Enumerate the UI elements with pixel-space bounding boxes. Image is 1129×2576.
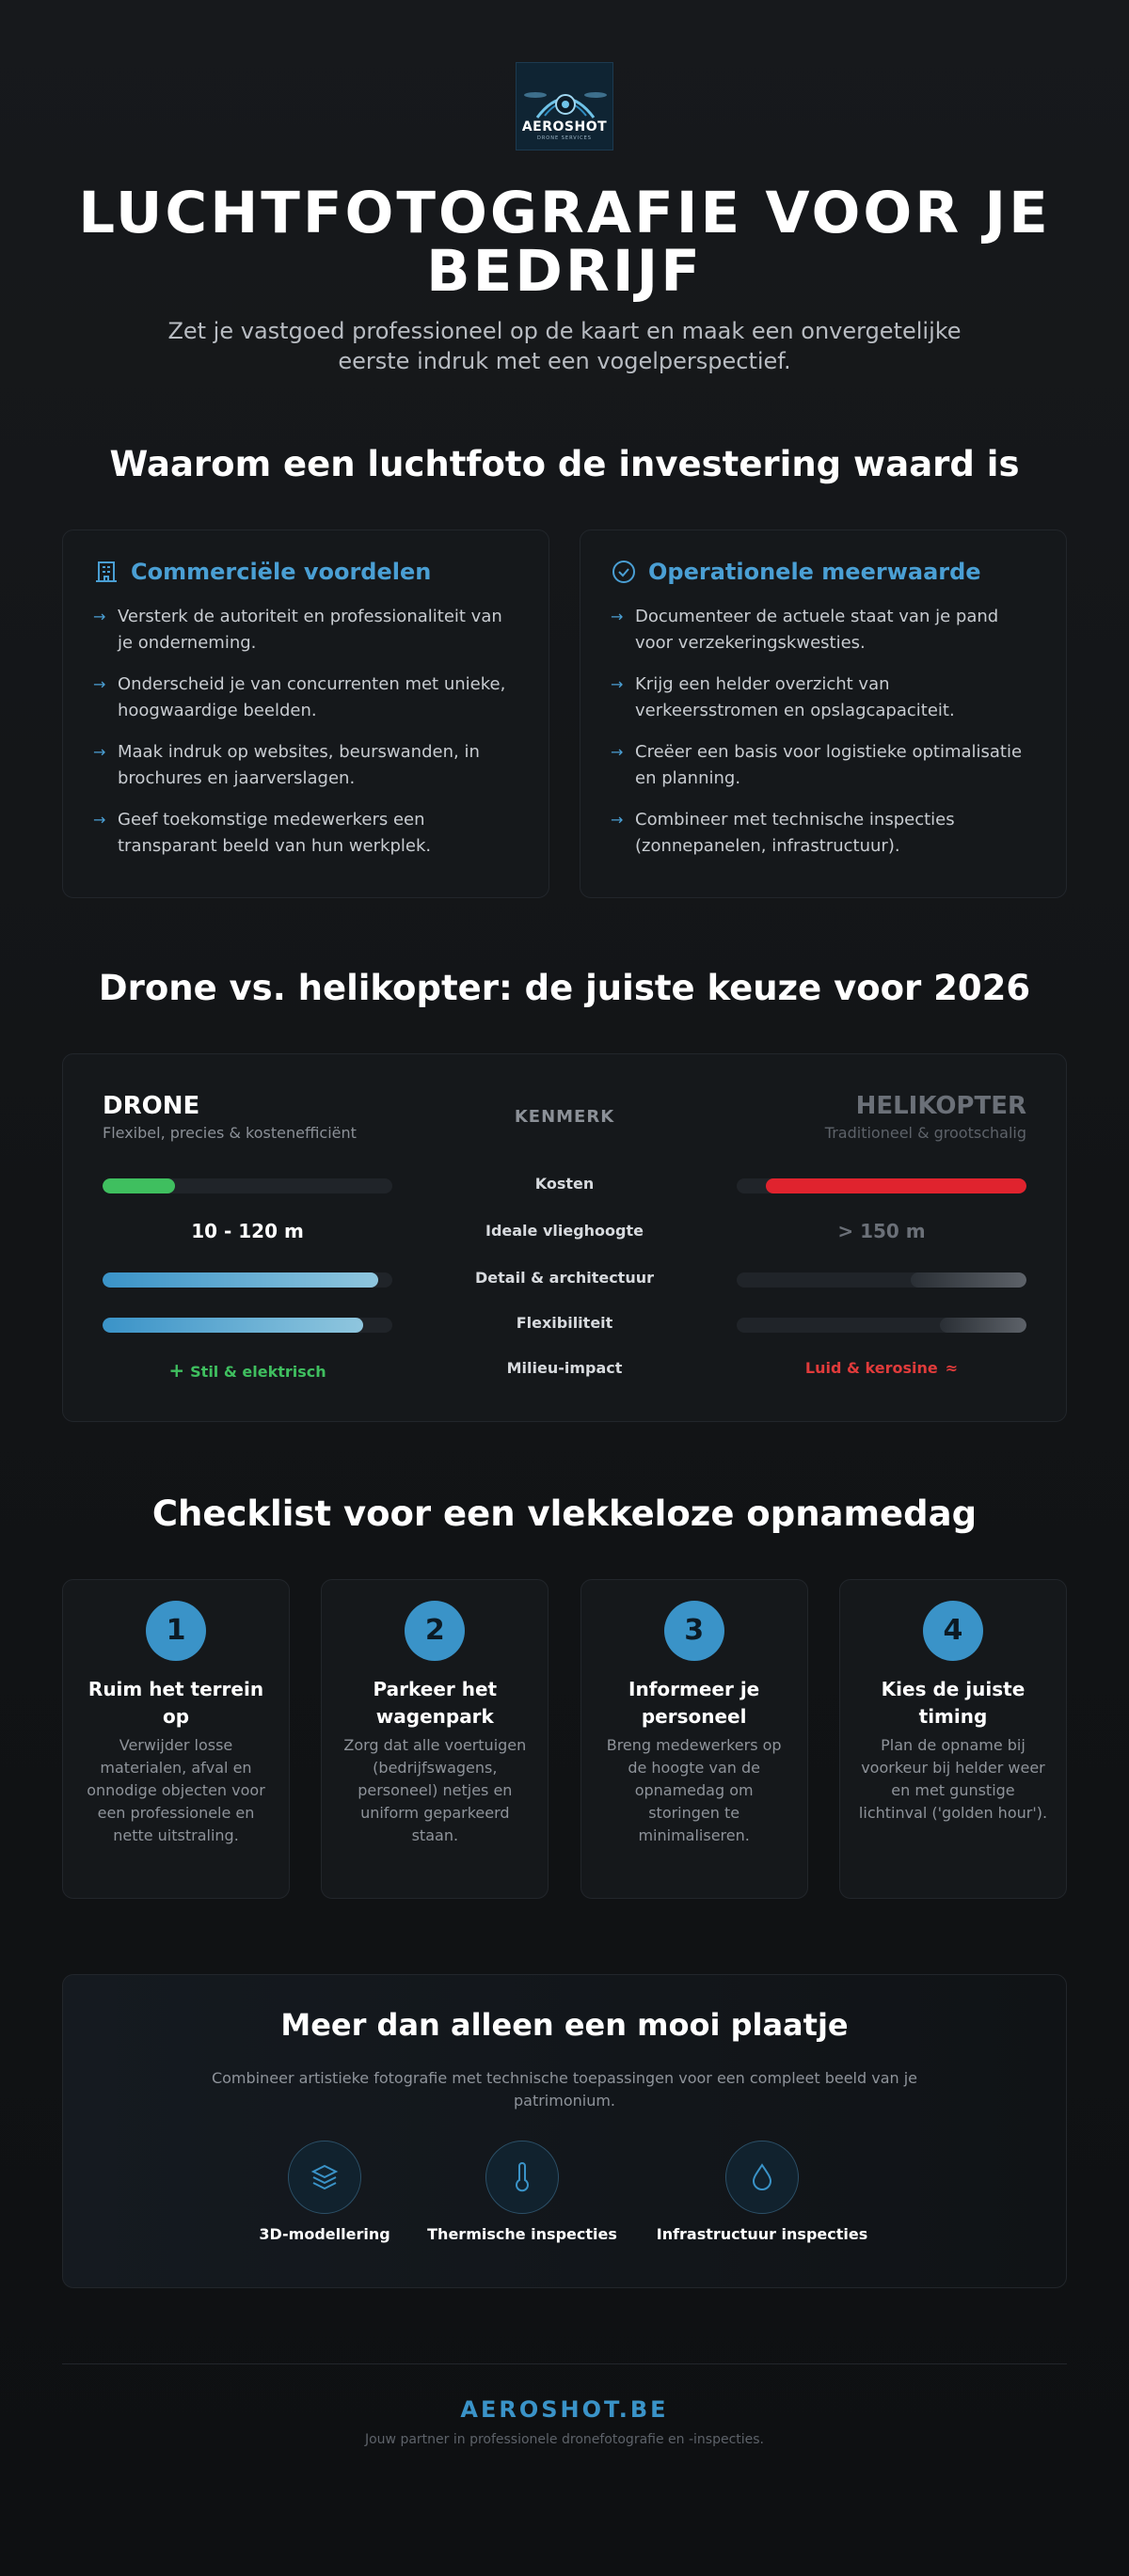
list-item: → Combineer met technische inspecties (zonnepanelen, infrastructuur). [611,807,1036,860]
benefit-title: Commerciële voordelen [131,559,432,585]
hero-title: LUCHTFOTOGRAFIE VOOR JE BEDRIJF [78,180,1051,305]
thermometer-icon [485,2141,559,2214]
drone-subtitle: Flexibel, precies & kostenefficiënt [103,1124,357,1142]
step-title: Ruim het terrein op [87,1678,264,1728]
heli-flex-bar [737,1318,1026,1333]
feature-column-title: KENMERK [514,1107,615,1127]
compare-heading: Drone vs. helikopter: de juiste keuze voor 2026 [98,968,1031,1008]
step-text: Plan de opname bij voorkeur bij helder weer en met gunstige lichtinval ('golden hour'). [858,1736,1048,1822]
plus-icon: + [168,1359,185,1382]
list-item: → Onderscheid je van concurrenten met unieke, hoogwaardige beelden. [93,672,518,724]
list-item: → Maak indruk op websites, beurswanden, in brochures en jaarverslagen. [93,739,518,792]
step-number: 3 [664,1601,724,1661]
heli-cost-bar [737,1178,1026,1193]
list-item: → Versterk de autoriteit en professionaliteit van je onderneming. [93,604,518,656]
row-milieu: + Stil & elektrisch Milieu-impact Luid & kerosine ≈ [103,1355,1026,1383]
heli-detail-bar [737,1272,1026,1288]
step-number: 1 [146,1601,206,1661]
comparison-table [62,1053,1067,1422]
drone-altitude: 10 - 120 m [191,1220,304,1242]
drone-title: DRONE [103,1092,200,1120]
noise-icon: ≈ [945,1359,959,1377]
step-text: Breng medewerkers op de hoogte van de opnamedag om storingen te minimaliseren. [606,1736,782,1844]
feature-infrastructure [621,2141,903,2243]
more-heading: Meer dan alleen een mooi plaatje [280,2007,849,2043]
arrow-right-icon: → [93,608,106,625]
feature-label: Infrastructuur inspecties [656,2225,868,2243]
row-flexibiliteit: Flexibiliteit [103,1310,1026,1338]
why-heading: Waarom een luchtfoto de investering waard is [109,444,1020,484]
arrow-right-icon: → [611,608,624,625]
step-text: Verwijder losse materialen, afval en onnodige objecten voor een professionele en nette uitstraling. [87,1736,265,1844]
check-circle-icon [611,559,637,585]
feature-3d [226,2141,423,2243]
step-title: Informeer je personeel [628,1678,760,1728]
layers-icon [288,2141,361,2214]
footer-brand[interactable]: AEROSHOT.BE [460,2396,669,2423]
drone-eco: + Stil & elektrisch [168,1359,326,1382]
step-card [62,1579,290,1899]
list-item: → Documenteer de actuele staat van je pand voor verzekeringskwesties. [611,604,1036,656]
step-number: 4 [923,1601,983,1661]
arrow-right-icon: → [93,743,106,761]
step-text: Zorg dat alle voertuigen (bedrijfswagens, personeel) netjes en uniform geparkeerd staan. [343,1736,527,1844]
benefit-title: Operationele meerwaarde [648,559,981,585]
heli-eco: Luid & kerosine ≈ [804,1359,959,1377]
logo-name: AEROSHOT [521,119,608,134]
list-item: → Krijg een helder overzicht van verkeersstromen en opslagcapaciteit. [611,672,1036,724]
step-title: Parkeer het wagenpark [373,1678,498,1728]
building-icon [93,559,119,585]
feature-label: Thermische inspecties [427,2225,617,2243]
more-than-photo-panel [62,1974,1067,2288]
logo-tagline: DRONE SERVICES [536,135,592,141]
heli-altitude: > 150 m [837,1220,926,1242]
arrow-right-icon: → [611,811,624,829]
helicopter-subtitle: Traditioneel & grootschalig [824,1124,1026,1142]
arrow-right-icon: → [611,675,624,693]
arrow-right-icon: → [611,743,624,761]
step-card [580,1579,808,1899]
droplet-icon [725,2141,799,2214]
commercial-benefits-card [62,529,549,898]
list-item: → Geef toekomstige medewerkers een transparant beeld van hun werkplek. [93,807,518,860]
hero-subtitle: Zet je vastgoed professioneel op de kaart en maak een onvergetelijke eerste indruk met een vogelperspectief. [167,318,962,374]
row-kosten: Kosten [103,1171,1026,1199]
feature-thermal [423,2141,621,2243]
step-title: Kies de juiste timing [881,1678,1026,1728]
arrow-right-icon: → [93,811,106,829]
footer-tagline: Jouw partner in professionele dronefotografie en -inspecties. [364,2432,765,2447]
helicopter-title: HELIKOPTER [855,1092,1026,1120]
step-card [839,1579,1067,1899]
list-item: → Creëer een basis voor logistieke optimalisatie en planning. [611,739,1036,792]
row-vlieghoogte: 10 - 120 m Ideale vlieghoogte > 150 m [103,1218,1026,1246]
operational-benefits-card [580,529,1067,898]
step-number: 2 [405,1601,465,1661]
footer-divider [62,2363,1067,2364]
step-card [321,1579,549,1899]
feature-label: 3D-modellering [259,2225,390,2243]
more-text: Combineer artistieke fotografie met technische toepassingen voor een compleet beeld van je patrimonium. [211,2069,918,2110]
logo [516,62,613,150]
row-detail: Detail & architectuur [103,1265,1026,1293]
checklist-heading: Checklist voor een vlekkeloze opnamedag [151,1493,978,1534]
arrow-right-icon: → [93,675,106,693]
